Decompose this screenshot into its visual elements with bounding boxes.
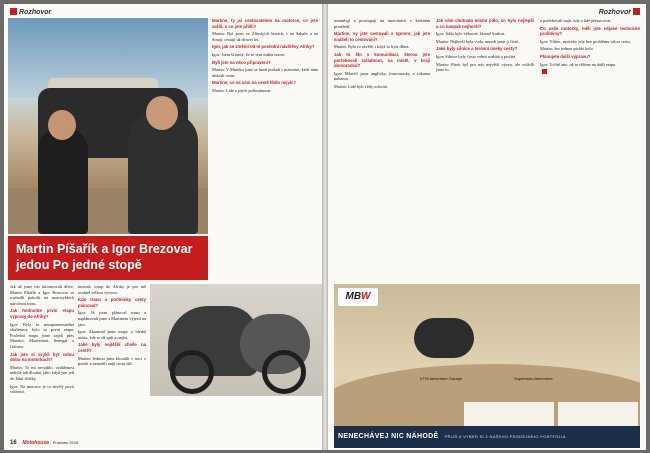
advertisement: [334, 284, 640, 448]
question: Martine, ty jsi cestovatelem na motorce, co jste zažili, o co jste přišli?: [212, 18, 318, 29]
question: Plánujete další výpravu?: [540, 53, 591, 59]
paragraph: Jak už jsme vás informovali dříve, Martin Píšařík a Igor Brezovar se rozhodli pokořit na motocyklech náročnou trasu.: [10, 284, 74, 306]
article-end-icon: [542, 69, 547, 74]
right-page: [328, 4, 646, 450]
question: Kdo trasu a podmínky cesty plánoval?: [78, 297, 146, 308]
magazine-name: Motohouse: [22, 440, 50, 446]
answer: Martin: Nejhorší byla voda, museli jsme ji čistit.: [436, 38, 520, 44]
left-column-3: [212, 18, 318, 274]
section-marker-icon: [633, 8, 640, 15]
motorcycle-image: [414, 318, 474, 358]
article-title: Martin Píšařík a Igor Brezovar jedou Po jedné stopě: [16, 242, 193, 272]
paragraph: a potřebovali najít, kdy a kde přenocovat.: [540, 18, 612, 23]
section-label: Rozhovor: [598, 9, 631, 16]
ad-slogan: [334, 426, 640, 448]
paragraph: uzemňují a prostupují na motorkách v krásném prostředí.: [334, 18, 430, 29]
right-column-1: [334, 18, 430, 278]
question: Jaké byly silnice a terénní úseky cesty?: [436, 46, 518, 52]
article-title-band: [8, 236, 208, 280]
answer: Igor: Určitě ano, už se těšíme na další etapu.: [540, 61, 617, 67]
answer: Igor: Byla to nezapomenutelná zkušenost, bylo to první etapa. Poslední etapu jsme zajeli přes Maroko, Mauretánii, Senegal a Guineu.: [10, 321, 74, 349]
question: Jak jste si zvykli být celou dobu na motorkách?: [10, 351, 74, 363]
section-label: Rozhovor: [19, 9, 52, 16]
page-footer-left: [10, 440, 78, 446]
question: Martine, co se vám na cestě líbilo nejvíc?: [212, 80, 297, 86]
left-column-2: [78, 284, 146, 439]
answer: Igor: Jídlo bylo výborné, hlavně kuskus.: [436, 31, 506, 37]
page-number: 16: [10, 440, 17, 446]
answer: Martin: To mi nevadilo, vzdálenost nebyla tak dlouhá, jako když jste jeli do Jižní Afriky.: [10, 364, 74, 381]
right-column-3: [540, 18, 640, 278]
ad-slogan-text: NENECHÁVEJ NIC NÁHODĚ: [338, 433, 439, 440]
ad-caption: Supermoto Adventure: [514, 376, 553, 381]
question: Jaké byly nejtěžší chvíle na cestě?: [78, 342, 146, 353]
advertiser-logo: [338, 288, 378, 306]
answer: Igor: Zkoumal jsem mapy a hledal místa, kde se dá spát a najíst.: [78, 329, 146, 340]
ad-caption: KTM Adventure Garage: [420, 376, 463, 381]
ad-slogan-sub: PŘIJĎ A VYBER SI Z NAŠEHO PRODEJNÍHO PORTFOLIA: [444, 434, 566, 439]
logo-text-left: MB: [345, 291, 362, 302]
motorcycle-photo: [150, 284, 322, 396]
section-marker-icon: [10, 8, 17, 15]
answer: Igor: Silnice byly často velmi rozbité a písčité.: [436, 53, 517, 59]
answer: Igor: Já jsem plánoval trasu a naplánovali jsme s Martinem výjezd na jaro.: [78, 310, 146, 327]
section-header-right: [599, 8, 640, 16]
question: Martine, vy jste cestovali s Igorem; jak jste snášeli to cestování?: [334, 31, 430, 42]
answer: Igor: Mluvili jsme anglicky, francouzsky a rukama nohama.: [334, 70, 430, 82]
question: Byli jste na něco připravení?: [212, 59, 271, 65]
issue-date: Prosinec 2019: [52, 440, 79, 445]
answer: Martin: Písek byl pro nás největší výzva, ale zvládli jsme to.: [436, 61, 534, 73]
answer: Martin: Bylo to skvělé, i když to byla dřina.: [334, 44, 410, 50]
answer: Igor: Vůbec, motorky jely bez problému celou cestu.: [540, 38, 631, 44]
answer: Martin: V Maroku jsme se hned potkali s místními, kteří nám ukázali cestu.: [212, 67, 318, 78]
answer: Martin: Lidé byli vždy ochotní.: [334, 83, 389, 89]
question: Jak hodnotíte první etapu výpravy do Afriky?: [10, 308, 74, 319]
interview-photo: [8, 18, 208, 234]
question: Jak to šlo s komunikací, kterou jste potřebovali zvládnout, na místě, v kraji domorodců?: [334, 51, 430, 69]
left-column-1: [10, 284, 74, 439]
section-header: [10, 8, 51, 16]
answer: Igor: Na motorce je to skvělý pocit volnosti.: [10, 383, 74, 395]
question: Co vaše motorky, měli jste nějaké technické problémy?: [540, 25, 640, 37]
answer: Igor: Jsem šťastný, že se sem můžu vracet.: [212, 51, 286, 57]
paragraph: motorů, vstup do Afriky je pro mě osobně velkou výzvou.: [78, 284, 146, 295]
answer: Martin: Byl jsem ve Zlínských horách, i na Sahaře a na Sinaji, cestuji už dvacet let.: [212, 31, 318, 42]
question: Igor, jak se změnil od té poslední návštěvy Afriky?: [212, 44, 315, 50]
left-page: [4, 4, 322, 450]
answer: Martin: Jednou jsme bloudili v noci v poušti a nemohli najít cestu dál.: [78, 355, 146, 367]
logo-text-right: W: [361, 291, 371, 302]
question: Jak vám chutnalo místní jídlo, co bylo nejlepší a co naopak nejhorší?: [436, 18, 534, 29]
answer: Martin: Lidé a jejich pohostinnost.: [212, 87, 272, 93]
right-column-2: [436, 18, 534, 278]
answer: Martin: Jen jednou píchlé kolo.: [540, 46, 594, 52]
